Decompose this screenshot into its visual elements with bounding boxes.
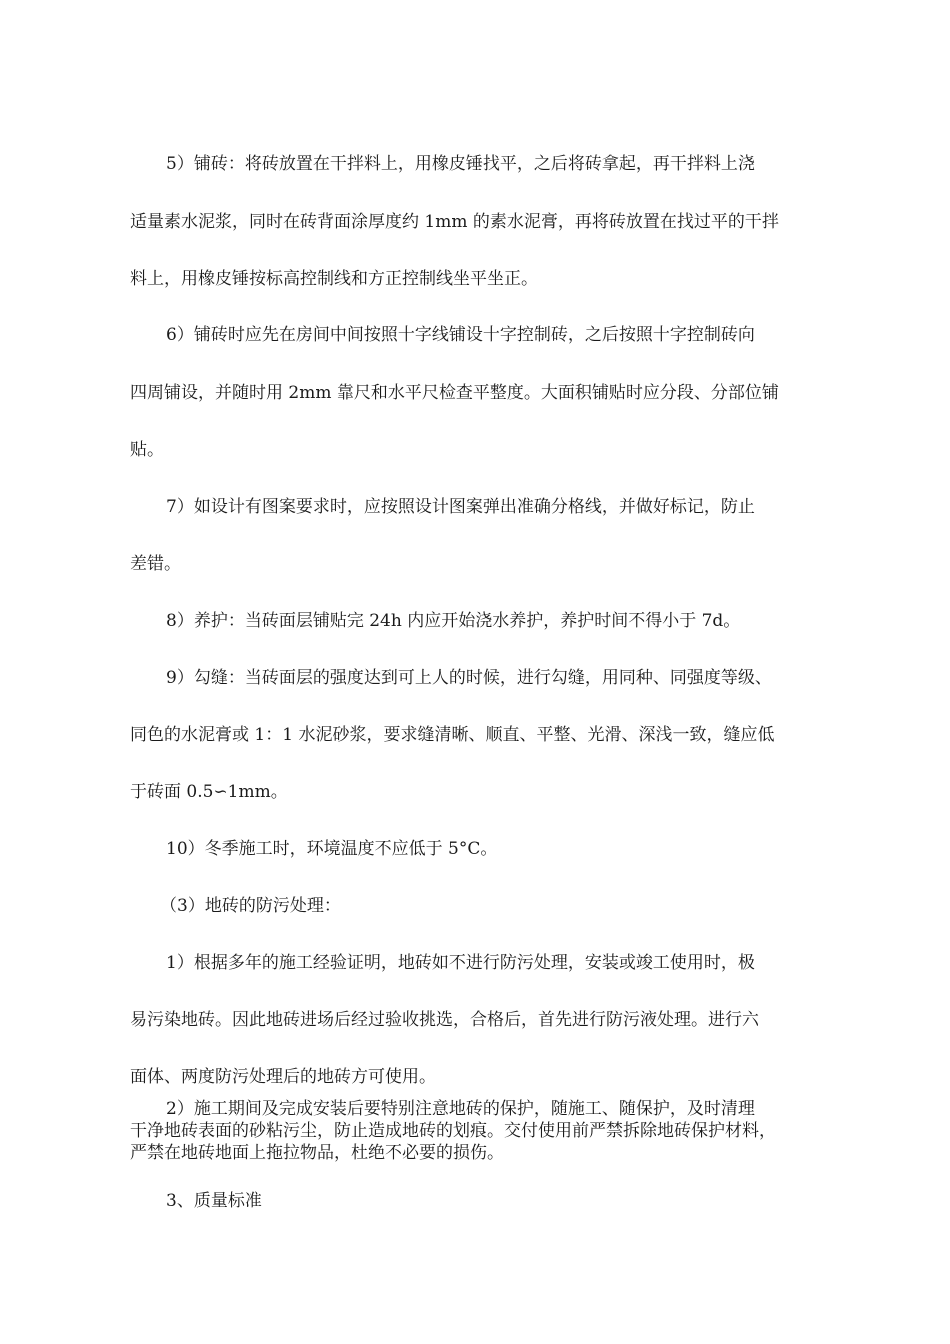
text-line: 面体、两度防污处理后的地砖方可使用。 xyxy=(130,1067,436,1087)
text-line: 差错。 xyxy=(130,554,181,574)
text-line: 同色的水泥膏或 1：1 水泥砂浆，要求缝清晰、顺直、平整、光滑、深浅一致，缝应低 xyxy=(130,725,775,745)
text-line: 1）根据多年的施工经验证明，地砖如不进行防污处理，安装或竣工使用时，极 xyxy=(166,953,755,973)
text-line: 5）铺砖：将砖放置在干拌料上，用橡皮锤找平，之后将砖拿起，再干拌料上浇 xyxy=(166,154,755,174)
text-line: 7）如设计有图案要求时，应按照设计图案弹出准确分格线，并做好标记，防止 xyxy=(166,497,755,517)
text-line: 适量素水泥浆，同时在砖背面涂厚度约 1mm 的素水泥膏，再将砖放置在找过平的干拌 xyxy=(130,212,779,232)
text-line: 6）铺砖时应先在房间中间按照十字线铺设十字控制砖，之后按照十字控制砖向 xyxy=(166,325,755,345)
text-line: 8）养护：当砖面层铺贴完 24h 内应开始浇水养护，养护时间不得小于 7d。 xyxy=(166,611,741,631)
text-line: 严禁在地砖地面上拖拉物品，杜绝不必要的损伤。 xyxy=(130,1143,504,1163)
section-heading: 3、质量标准 xyxy=(166,1191,262,1211)
section-heading: （3）地砖的防污处理： xyxy=(160,896,341,916)
text-line: 于砖面 0.5∽1mm。 xyxy=(130,782,288,802)
text-line: 2）施工期间及完成安装后要特别注意地砖的保护，随施工、随保护，及时清理 xyxy=(166,1099,755,1119)
text-line: 易污染地砖。因此地砖进场后经过验收挑选，合格后，首先进行防污液处理。进行六 xyxy=(130,1010,759,1030)
text-line: 干净地砖表面的砂粘污尘，防止造成地砖的划痕。交付使用前严禁拆除地砖保护材料， xyxy=(130,1121,776,1141)
text-line: 贴。 xyxy=(130,440,164,460)
text-line: 10）冬季施工时，环境温度不应低于 5°C。 xyxy=(166,839,498,859)
text-line: 9）勾缝：当砖面层的强度达到可上人的时候，进行勾缝，用同种、同强度等级、 xyxy=(166,668,772,688)
text-line: 料上，用橡皮锤按标高控制线和方正控制线坐平坐正。 xyxy=(130,269,538,289)
text-line: 四周铺设，并随时用 2mm 靠尺和水平尺检查平整度。大面积铺贴时应分段、分部位铺 xyxy=(130,383,779,403)
